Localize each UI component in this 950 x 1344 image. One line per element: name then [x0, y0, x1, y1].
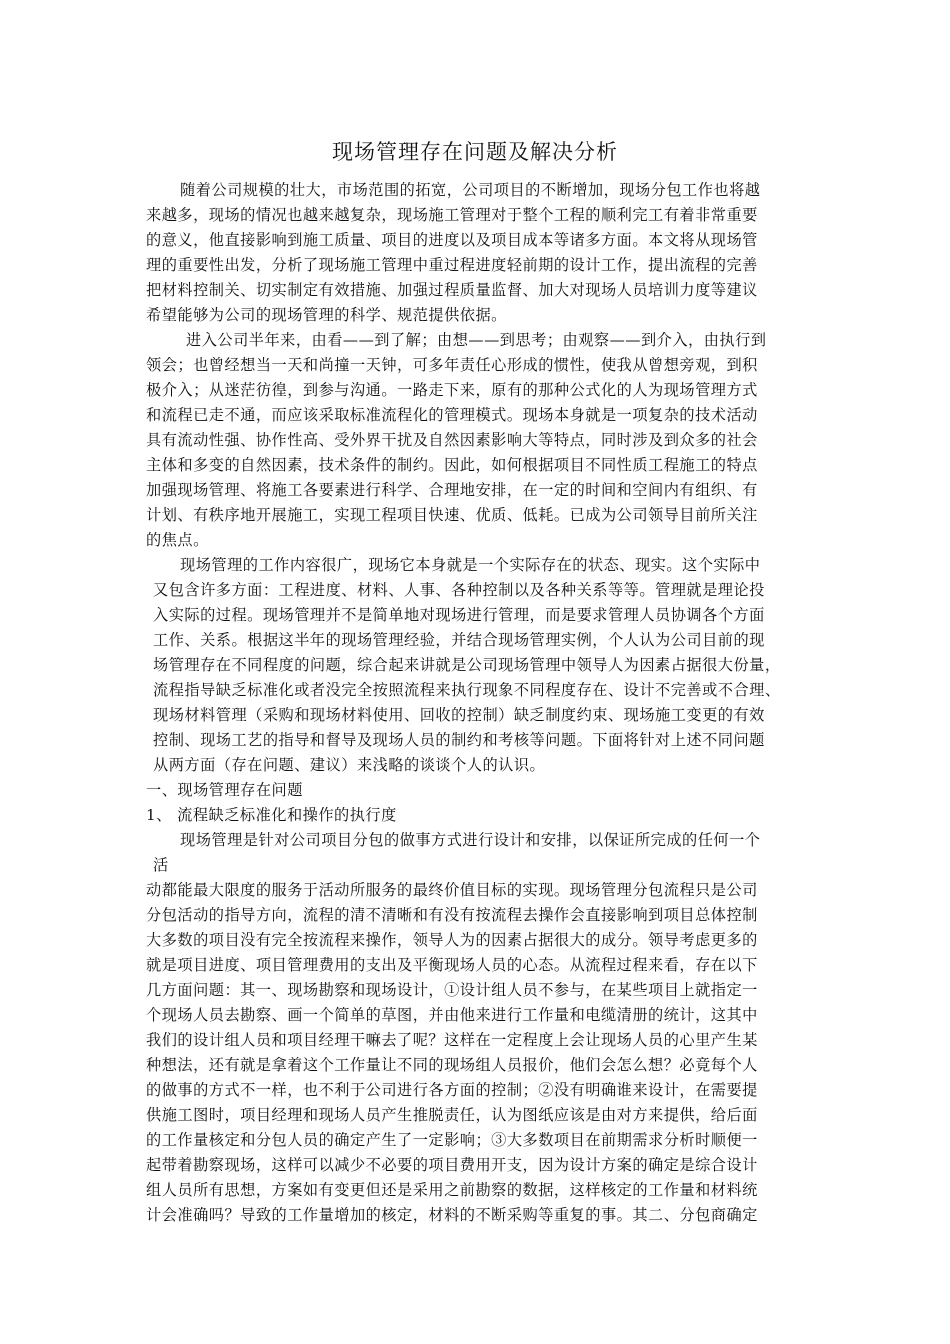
body-line: 组人员所有思想，方案如有变更但还是采用之前勘察的数据，这样核定的工作量和材料统 — [146, 1181, 758, 1199]
body-line: 供施工图时，项目经理和现场人员产生推脱责任，认为图纸应该是由对方来提供，给后面 — [146, 1106, 758, 1124]
body-line: 计会准确吗？导致的工作量增加的核定，材料的不断采购等重复的事。其二、分包商确定 — [146, 1206, 758, 1224]
body-line: 现场管理的工作内容很广，现场它本身就是一个实际存在的状态、现实。这个实际中 — [180, 556, 761, 574]
body-line: 种想法，还有就是拿着这个工作量让不同的现场组人员报价，他们会怎么想？必竟每个人 — [146, 1056, 758, 1074]
body-line: 几方面问题：其一、现场勘察和现场设计，①设计组人员不参与，在某些项目上就指定一 — [146, 981, 758, 999]
body-line: 分包活动的指导方向，流程的清不清晰和有没有按流程去操作会直接影响到项目总体控制 — [146, 906, 758, 924]
body-line: 加强现场管理、将施工各要素进行科学、合理地安排，在一定的时间和空间内有组织、有 — [146, 481, 758, 499]
body-line: 场管理存在不同程度的问题，综合起来讲就是公司现场管理中领导人为因素占据很大份量， — [153, 656, 781, 674]
body-line: 领会；也曾经想当一天和尚撞一天钟，可多年责任心形成的惯性，使我从曾想旁观，到积 — [146, 356, 758, 374]
section-heading: 一、现场管理存在问题 — [146, 781, 303, 799]
body-line: 希望能够为公司的现场管理的科学、规范提供依据。 — [146, 306, 507, 324]
body-line: 随着公司规模的壮大，市场范围的拓宽，公司项目的不断增加，现场分包工作也将越 — [180, 181, 761, 199]
body-line: 从两方面（存在问题、建议）来浅略的谈谈个人的认识。 — [153, 756, 546, 774]
body-line: 极介入；从迷茫彷徨，到参与沟通。一路走下来，原有的那种公式化的人为现场管理方式 — [146, 381, 758, 399]
body-line: 把材料控制关、切实制定有效措施、加强过程质量监督、加大对现场人员培训力度等建议 — [146, 281, 758, 299]
body-line: 我们的设计组人员和项目经理干嘛去了呢？这样在一定程度上会让现场人员的心里产生某 — [146, 1031, 758, 1049]
body-line: 的焦点。 — [146, 531, 209, 549]
body-line: 活 — [153, 856, 169, 874]
body-line: 起带着勘察现场，这样可以减少不必要的项目费用开支，因为设计方案的确定是综合设计 — [146, 1156, 758, 1174]
body-line: 和流程已走不通，而应该采取标准流程化的管理模式。现场本身就是一项复杂的技术活动 — [146, 406, 758, 424]
body-line: 具有流动性强、协作性高、受外界干扰及自然因素影响大等特点，同时涉及到众多的社会 — [146, 431, 758, 449]
subsection-heading: 1、 流程缺乏标准化和操作的执行度 — [146, 806, 397, 824]
body-line: 控制、现场工艺的指导和督导及现场人员的制约和考核等问题。下面将针对上述不同问题 — [153, 731, 765, 749]
body-line: 工作、关系。根据这半年的现场管理经验，并结合现场管理实例，个人认为公司目前的现 — [153, 631, 765, 649]
body-line: 主体和多变的自然因素，技术条件的制约。因此，如何根据项目不同性质工程施工的特点 — [146, 456, 758, 474]
body-line: 的意义，他直接影响到施工质量、项目的进度以及项目成本等诸多方面。本文将从现场管 — [146, 231, 758, 249]
body-line: 进入公司半年来，由看——到了解；由想——到思考；由观察——到介入，由执行到 — [186, 331, 767, 349]
body-line: 的做事的方式不一样，也不利于公司进行各方面的控制；②没有明确谁来设计，在需要提 — [146, 1081, 758, 1099]
body-line: 的工作量核定和分包人员的确定产生了一定影响；③大多数项目在前期需求分析时顺便一 — [146, 1131, 758, 1149]
body-line: 流程指导缺乏标准化或者没完全按照流程来执行现象不同程度存在、设计不完善或不合理、 — [153, 681, 781, 699]
body-line: 大多数的项目没有完全按流程来操作，领导人为的因素占据很大的成分。领导考虑更多的 — [146, 931, 758, 949]
body-line: 现场管理是针对公司项目分包的做事方式进行设计和安排，以保证所完成的任何一个 — [180, 831, 761, 849]
body-line: 入实际的过程。现场管理并不是简单地对现场进行管理，而是要求管理人员协调各个方面 — [153, 606, 765, 624]
body-line: 又包含许多方面：工程进度、材料、人事、各种控制以及各种关系等等。管理就是理论投 — [153, 581, 765, 599]
body-line: 个现场人员去勘察、画一个简单的草图，并由他来进行工作量和电缆清册的统计，这其中 — [146, 1006, 758, 1024]
body-line: 动都能最大限度的服务于活动所服务的最终价值目标的实现。现场管理分包流程只是公司 — [146, 881, 758, 899]
body-line: 来越多，现场的情况也越来越复杂，现场施工管理对于整个工程的顺利完工有着非常重要 — [146, 206, 758, 224]
document-title: 现场管理存在问题及解决分析 — [332, 140, 618, 164]
body-line: 现场材料管理（采购和现场材料使用、回收的控制）缺乏制度约束、现场施工变更的有效 — [153, 706, 765, 724]
body-line: 计划、有秩序地开展施工，实现工程项目快速、优质、低耗。已成为公司领导目前所关注 — [146, 506, 758, 524]
body-line: 就是项目进度、项目管理费用的支出及平衡现场人员的心态。从流程过程来看，存在以下 — [146, 956, 758, 974]
body-line: 理的重要性出发，分析了现场施工管理中重过程进度轻前期的设计工作，提出流程的完善 — [146, 256, 758, 274]
